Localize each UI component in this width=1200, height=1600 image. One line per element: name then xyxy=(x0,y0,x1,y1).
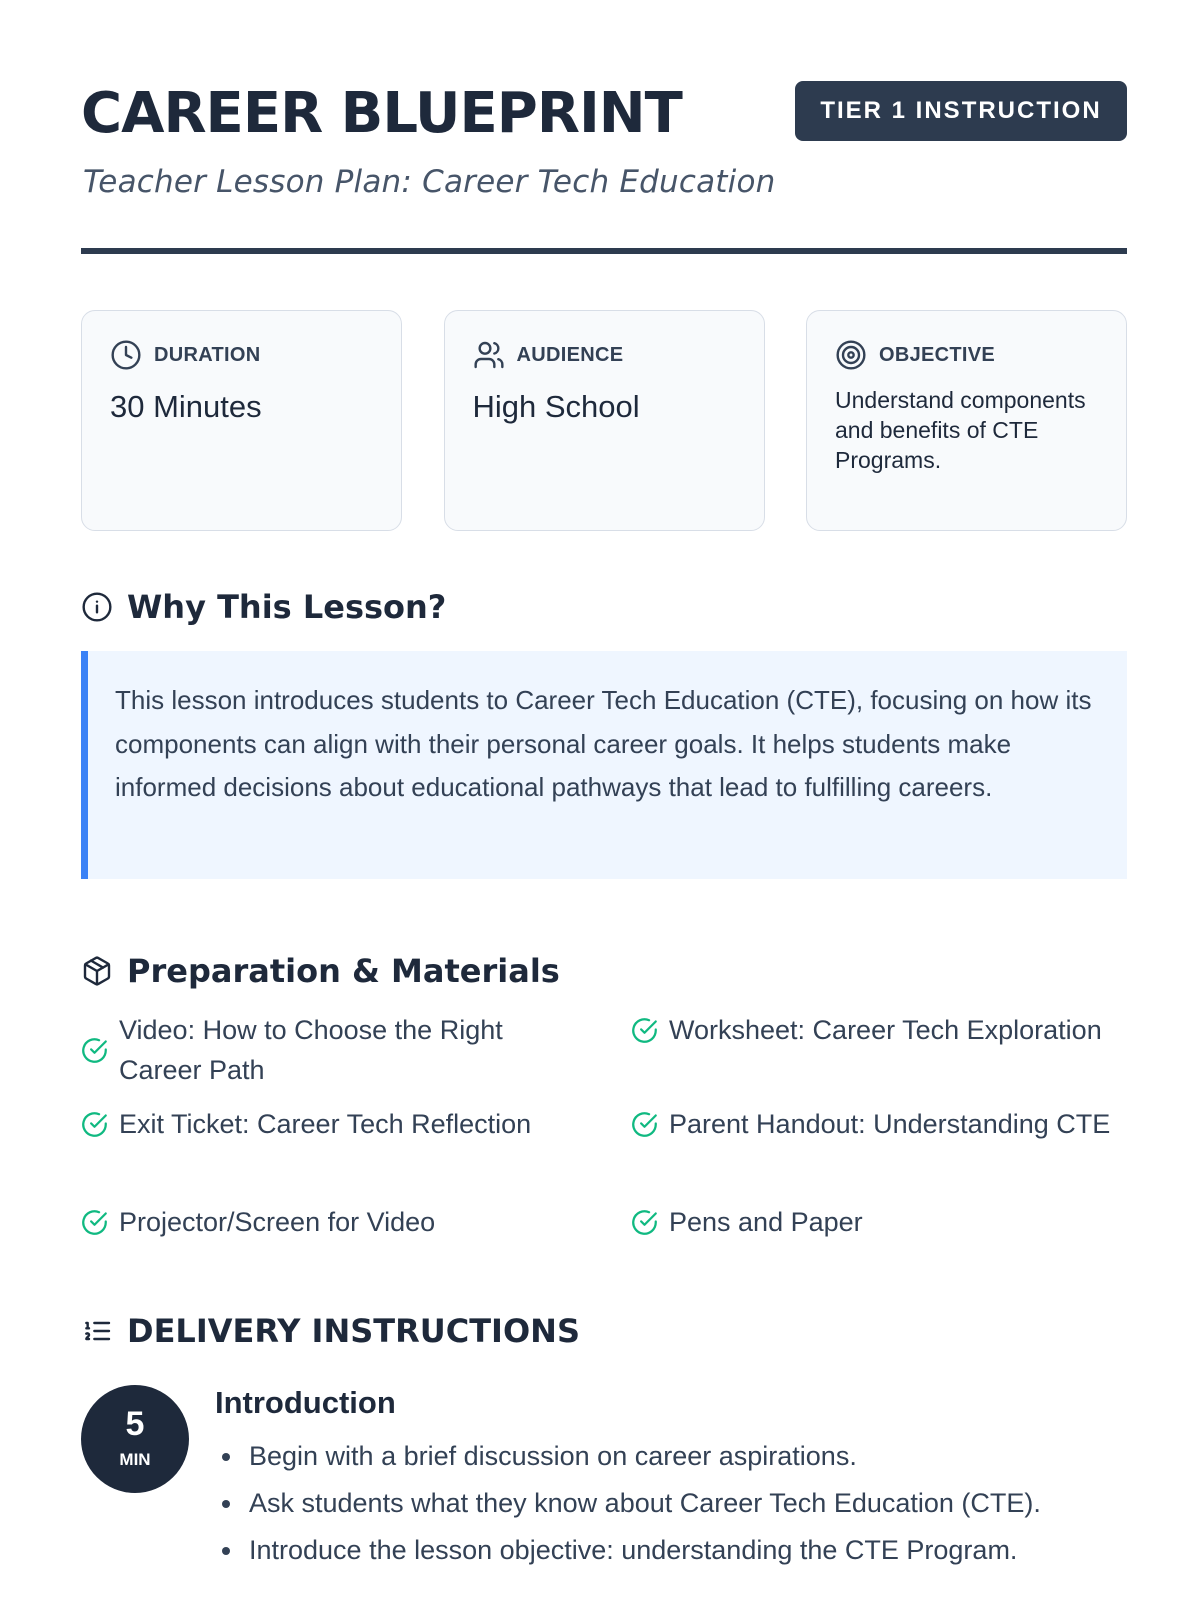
page-subtitle: Teacher Lesson Plan: Career Tech Education xyxy=(83,164,776,200)
materials-heading xyxy=(81,952,560,990)
check-circle-icon xyxy=(631,1209,658,1236)
why-heading xyxy=(81,588,446,626)
users-icon xyxy=(473,339,505,371)
material-text: Parent Handout: Understanding CTE xyxy=(669,1109,1111,1139)
tier-badge: TIER 1 INSTRUCTION xyxy=(795,81,1127,141)
list-item xyxy=(631,1010,1111,1050)
material-text: Worksheet: Career Tech Exploration xyxy=(669,1015,1102,1045)
audience-card xyxy=(444,310,765,531)
check-circle-icon xyxy=(631,1017,658,1044)
why-title: Why This Lesson? xyxy=(127,588,447,626)
list-item xyxy=(631,1104,1111,1144)
step-minutes: 5 xyxy=(125,1405,145,1443)
header xyxy=(81,78,1127,218)
check-circle-icon xyxy=(81,1111,108,1138)
duration-value: 30 Minutes xyxy=(110,389,262,424)
step-bullets xyxy=(215,1433,1041,1574)
material-text: Pens and Paper xyxy=(669,1207,863,1237)
material-text: Projector/Screen for Video xyxy=(119,1207,436,1237)
material-text: Exit Ticket: Career Tech Reflection xyxy=(119,1109,532,1139)
step-title: Introduction xyxy=(215,1385,396,1420)
audience-label: AUDIENCE xyxy=(516,343,624,366)
target-icon xyxy=(835,339,867,371)
why-callout xyxy=(81,651,1127,879)
check-circle-icon xyxy=(631,1111,658,1138)
material-text: Video: How to Choose the Right Career Path xyxy=(119,1015,503,1085)
objective-label: OBJECTIVE xyxy=(879,343,996,366)
header-divider xyxy=(81,248,1127,254)
materials-title: Preparation & Materials xyxy=(127,952,560,990)
list-item: Introduce the lesson objective: understanding the CTE Program. xyxy=(215,1527,1041,1574)
list-item xyxy=(81,1202,601,1242)
delivery-heading xyxy=(81,1312,580,1350)
list-item: Begin with a brief discussion on career aspirations. xyxy=(215,1433,1041,1480)
info-cards xyxy=(81,310,1127,531)
page-title: CAREER BLUEPRINT xyxy=(81,81,682,146)
check-circle-icon xyxy=(81,1209,108,1236)
objective-card xyxy=(806,310,1127,531)
check-circle-icon xyxy=(81,1037,108,1064)
duration-card xyxy=(81,310,402,531)
list-item xyxy=(631,1202,1111,1242)
list-item xyxy=(81,1104,601,1144)
list-item xyxy=(81,1010,561,1090)
duration-label: DURATION xyxy=(154,343,261,366)
objective-value: Understand components and benefits of CTE Programs. xyxy=(835,387,1086,473)
list-item: Ask students what they know about Career Tech Education (CTE). xyxy=(215,1480,1041,1527)
clock-icon xyxy=(110,339,142,371)
audience-value: High School xyxy=(472,389,640,424)
list-ordered-icon xyxy=(81,1315,113,1347)
delivery-title: DELIVERY INSTRUCTIONS xyxy=(127,1312,580,1350)
step-unit: MIN xyxy=(119,1450,151,1469)
why-body: This lesson introduces students to Career Tech Education (CTE), focusing on how its components can align with their personal career goals. It helps students make informed decisions about educational pathways that lead to fulfilling careers. xyxy=(115,685,1092,802)
step-duration-badge xyxy=(81,1385,189,1493)
info-icon xyxy=(81,591,113,623)
package-icon xyxy=(81,955,113,987)
